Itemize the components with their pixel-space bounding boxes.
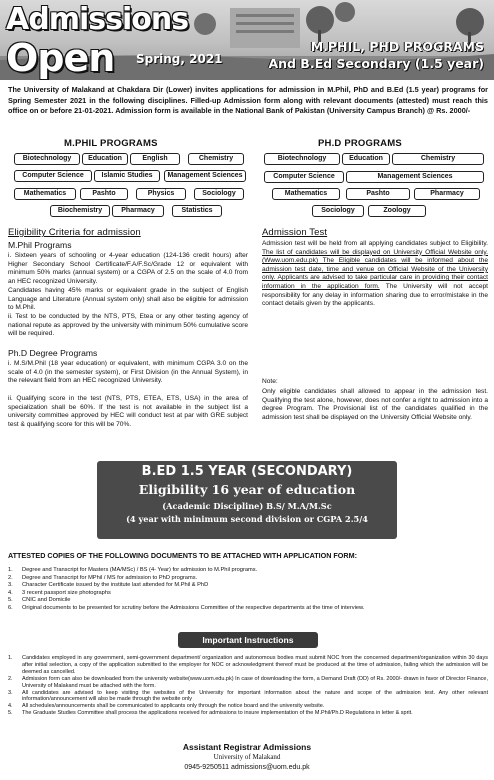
list-item (8, 676, 488, 690)
intro-paragraph: The University of Malakand at Chakdara Dir (Lower) invites applications for admission in M.Phil, PhD and B.Ed (1.5 year) programs for Spring Semester 2021 in the following disciplines. Filled-up Admission form along with relevant documents (attested) must reach this office on or before 21-01-2021. Admission form is available in the National Bank of Pakistan (University Campus Branch) @ Rs. 2000/- (8, 85, 488, 115)
list-text: Admission form can also be downloaded from the university website(www.uom.edu.pk) In case of downloading the form, a Demand Draft (DD) of Rs. 2000/- drawn in favor of Director Finance, University of Malakand must be attached with the form. (22, 675, 488, 689)
list-item (8, 590, 488, 598)
list-number: 1. (8, 655, 13, 661)
admission-test-para (262, 240, 488, 309)
list-text: All schedules/announcements shall be communicated to applicants only through the notice board and the university website. (22, 703, 325, 710)
mphil-eligibility-para3: ii. Test to be conducted by the NTS, PTS, Etea or any other testing agency of national repute as approved by the university with minimum 50% cumulative score will be required. (8, 313, 248, 338)
programs-title-line2: And B.Ed Secondary (1.5 year) (268, 56, 484, 71)
mphil-discipline: Education (82, 153, 128, 165)
documents-heading: ATTESTED COPIES OF THE FOLLOWING DOCUMENTS TO BE ATTACHED WITH APPLICATION FORM: (8, 551, 357, 560)
bed-title: B.ED 1.5 YEAR (SECONDARY) (141, 464, 353, 479)
list-text: Character Certificate issued by the institute last attended for M.Phil & PhD (22, 582, 209, 589)
list-number: 3. (8, 689, 13, 696)
list-text: CNIC and Domicile (22, 597, 71, 604)
admission-test-text-a: Admission test will be held from all applying candidates subject to Eligibility. (262, 240, 488, 247)
phd-discipline: Biotechnology (264, 153, 340, 165)
mphil-discipline: Biotechnology (14, 153, 80, 165)
instructions-list (8, 655, 488, 717)
bed-requirement: (4 year with minimum second division or CGPA 2.5/4 (126, 514, 368, 524)
list-number: 2. (8, 675, 13, 682)
list-text: Candidates employed in any government, semi-government department/ organization and autonomous bodies must submit NOC from the concerned department/organization within 30 days after initial selection, a copy of the application submitted to the employer for NOC or acknowledgment thereof must be produced at the time of admission, failing which the admission will be deemed as cancelled. (22, 655, 488, 675)
phd-discipline: Zoology (368, 205, 426, 217)
mphil-eligibility-title: M.Phil Programs (8, 240, 72, 250)
list-item (8, 575, 488, 583)
phd-discipline: Pharmacy (414, 188, 480, 200)
mphil-discipline: Biochemistry (50, 205, 110, 217)
list-item (8, 655, 488, 676)
mphil-discipline: Pharmacy (112, 205, 164, 217)
mphil-discipline: Physics (136, 188, 186, 200)
list-number: 5. (8, 710, 13, 717)
phd-discipline: Chemistry (392, 153, 484, 165)
phd-discipline: Computer Science (264, 171, 344, 183)
mphil-discipline: Chemistry (188, 153, 244, 165)
eligibility-title: Eligibility Criteria for admission (8, 227, 141, 238)
list-number: 2. (8, 574, 13, 581)
mphil-discipline: Islamic Studies (94, 170, 160, 182)
phd-eligibility-para2: ii. Qualifying score in the test (NTS, PTS, ETEA, ETS, USA) in the area of specialization shall be 60%. If the test is not available in the subject list a university committee approved by HEC will conduct test at par with GRE subject test & qualifying score for this will be 70%. (8, 395, 248, 428)
list-number: 6. (8, 604, 13, 611)
bed-eligibility: Eligibility 16 year of education (138, 482, 356, 497)
list-text: All candidates are advised to keep visiting the websites of the University for important information about the nature and scope of the admission test. Any other relevant information/announcement will also be made through the website only (22, 689, 488, 703)
list-item (8, 597, 488, 605)
list-item (8, 605, 488, 613)
bed-banner (97, 461, 397, 539)
list-item (8, 582, 488, 590)
header-banner (0, 0, 494, 80)
mphil-heading: M.PHIL PROGRAMS (64, 138, 158, 149)
phd-discipline: Education (342, 153, 390, 165)
list-text: Original documents to be presented for scrutiny before the Admissions Committee of the respective departments at the time of interview. (22, 604, 365, 611)
mphil-discipline: Computer Science (14, 170, 92, 182)
instructions-heading: Important Instructions (178, 632, 318, 648)
mphil-discipline: Sociology (194, 188, 244, 200)
phd-discipline: Pashto (346, 188, 410, 200)
list-text: Degree and Transcript for Masters (MA/MSc) / BS (4- Year) for admission to M.Phil programs. (22, 567, 258, 573)
list-item (8, 703, 488, 710)
open-title: Open (6, 36, 115, 80)
admission-test-text-c: The University will not accept responsibility for any delay in information sharing due to error/mistake in the contact details given by the applicants. (262, 282, 489, 308)
phd-discipline: Sociology (312, 205, 364, 217)
mphil-discipline: Mathematics (14, 188, 76, 200)
phd-discipline: Management Sciences (346, 171, 484, 183)
list-item (8, 710, 488, 717)
admission-test-text-b: The list of candidates will be displayed on University Official Website only. (Www.uom.edu.pk) The Eligible candidates will be informed about the admission test date, time and venue on Official Website of the University only. Applicants are advised to take particular care in providing their contact information in the application form. (262, 248, 488, 290)
admissions-title: Admissions (6, 2, 189, 37)
note-paragraph: Only eligible candidates shall allowed to appear in the admission test. Qualifying the test alone, however, does not confer a right to admission into a degree Program. The Provisional list of the candidates qualified in the admission test shall be displayed on the University Official Website only. (262, 388, 488, 421)
list-number: 5. (8, 597, 13, 604)
admission-test-title: Admission Test (262, 227, 328, 238)
list-text: Degree and Transcript for MPhil / MS for admission to PhD programs. (22, 574, 198, 581)
programs-title-line1: M.PHIL, PHD PROGRAMS (310, 39, 484, 54)
list-text: The Graduate Studies Committee shall process the applications received for admissions to insure implementation of the M.Phil/Ph.D Regulations in letter & sprit. (22, 710, 413, 717)
phd-heading: PH.D PROGRAMS (318, 138, 402, 149)
footer-university: University of Malakand (213, 753, 281, 761)
programs-title (268, 38, 484, 72)
list-number: 1. (8, 567, 13, 573)
mphil-eligibility-para2: Candidates having 45% marks or equivalent grade in the subject of English Language and Literature (Annual system only) shall also be eligible for admission to M.Phil. (8, 287, 248, 312)
note-label: Note: (262, 378, 278, 385)
documents-list (8, 567, 488, 613)
list-item (8, 567, 488, 575)
list-item (8, 690, 488, 704)
mphil-discipline: Statistics (172, 205, 222, 217)
list-text: 3 recent passport size photographs (22, 589, 111, 596)
phd-eligibility-para1: i. M.S/M.Phil (18 year education) or equivalent, with minimum CGPA 3.0 on the scale of 4.0 (in the semester system), or First Division (in the Annual System), in the relevant field from an HEC recognized University. (8, 360, 248, 385)
mphil-discipline: English (130, 153, 180, 165)
bed-disciplines: (Academic Discipline) B.S/ M.A/M.Sc (162, 501, 332, 511)
mphil-discipline: Management Sciences (164, 170, 246, 182)
list-number: 4. (8, 589, 13, 596)
session-label: Spring, 2021 (136, 52, 223, 66)
footer-contact: 0945-9250511 admissions@uom.edu.pk (184, 764, 310, 771)
phd-discipline: Mathematics (272, 188, 340, 200)
footer-office: Assistant Registrar Admissions (182, 742, 312, 752)
list-number: 4. (8, 703, 13, 710)
mphil-eligibility-para1: i. Sixteen years of schooling or 4-year education (124-136 credit hours) after Higher Secondary School Certificate/F.A/F.Sc/Grade 12 or equivalent with minimum 50% marks (annual system) or a CGPA of 2.5 on the scale of 4.0 from an HEC recognized University. (8, 252, 248, 285)
mphil-discipline: Pashto (80, 188, 128, 200)
list-number: 3. (8, 582, 13, 589)
phd-eligibility-title: Ph.D Degree Programs (8, 348, 98, 358)
